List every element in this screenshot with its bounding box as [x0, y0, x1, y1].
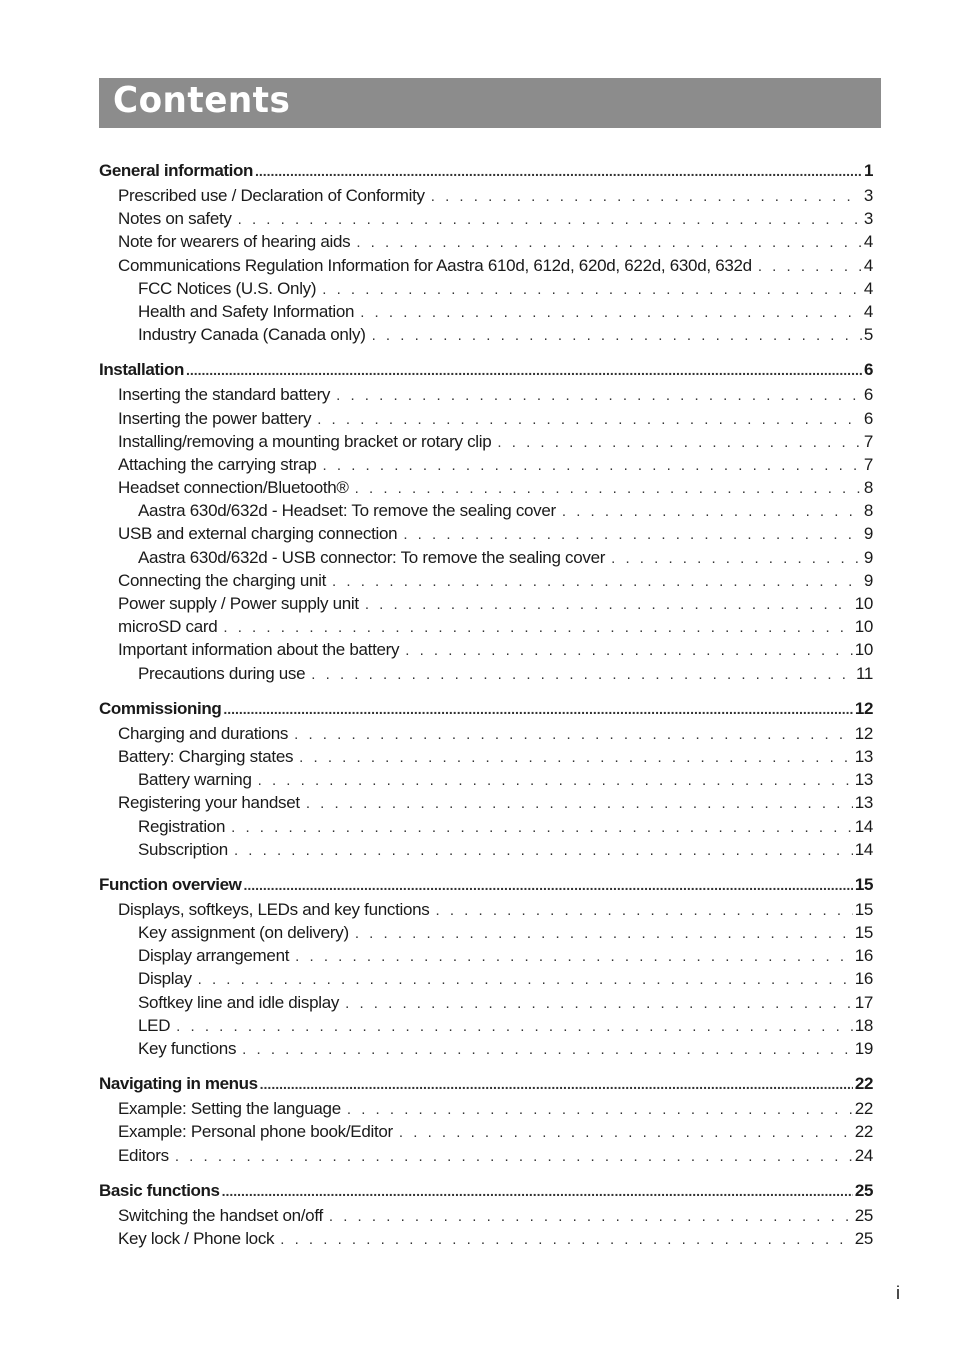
toc-entry-title: Example: Setting the language	[118, 1099, 341, 1119]
toc-entry[interactable]	[99, 476, 873, 499]
toc-entry-title: General information	[99, 161, 253, 180]
dot-leader	[242, 1038, 853, 1061]
toc-entry[interactable]	[99, 838, 873, 861]
toc-heading[interactable]	[99, 696, 873, 722]
toc-entry-page: 15	[854, 899, 873, 919]
toc-entry[interactable]	[99, 499, 873, 522]
dot-leader	[311, 663, 854, 686]
dot-leader	[365, 593, 853, 616]
toc-entry[interactable]	[99, 453, 873, 476]
toc-entry[interactable]	[99, 207, 873, 230]
toc-entry-page: 17	[854, 992, 873, 1012]
toc-entry-page: 8	[863, 501, 873, 521]
toc-entry[interactable]	[99, 921, 873, 944]
toc-entry-title: USB and external charging connection	[118, 524, 398, 544]
dot-leader	[299, 746, 853, 769]
toc-entry[interactable]	[99, 1204, 873, 1227]
toc-heading[interactable]	[99, 1178, 873, 1204]
toc-entry-title: Charging and durations	[118, 723, 289, 743]
toc-entry-title: Aastra 630d/632d - Headset: To remove the sealing cover	[138, 501, 556, 521]
dot-leader	[323, 454, 862, 477]
toc-entry[interactable]	[99, 1097, 873, 1120]
toc-heading[interactable]	[99, 357, 873, 383]
page-number: i	[896, 1283, 900, 1303]
toc-entry-title: Battery: Charging states	[118, 746, 294, 766]
toc-entry-title: Key assignment (on delivery)	[138, 923, 349, 943]
toc-entry-page: 4	[863, 255, 873, 275]
toc-section	[99, 872, 873, 1060]
dot-leader	[280, 1228, 852, 1251]
dot-leader	[399, 1121, 853, 1144]
toc-entry-title: Key lock / Phone lock	[118, 1228, 275, 1248]
toc-entry-title: Softkey line and idle display	[138, 992, 340, 1012]
toc-entry-page: 13	[854, 793, 873, 813]
toc-entry-title: Connecting the charging unit	[118, 570, 327, 590]
toc-entry-page: 22	[854, 1099, 873, 1119]
toc-entry[interactable]	[99, 1227, 873, 1250]
toc-entry-page: 8	[863, 478, 873, 498]
dot-leader	[497, 431, 861, 454]
toc-section	[99, 1178, 873, 1250]
toc-entry[interactable]	[99, 254, 873, 277]
dot-leader	[347, 1098, 853, 1121]
toc-entry-page: 10	[854, 640, 873, 660]
toc-entry[interactable]	[99, 791, 873, 814]
dot-leader	[372, 324, 862, 347]
dot-leader	[345, 992, 853, 1015]
toc-entry-title: Aastra 630d/632d - USB connector: To remove the sealing cover	[138, 547, 606, 567]
dot-leader	[294, 723, 853, 746]
toc-entry-page: 14	[854, 839, 873, 859]
toc-entry-page: 3	[863, 209, 873, 229]
toc-entry[interactable]	[99, 967, 873, 990]
toc-entry-title: Communications Regulation Information for Aastra 610d, 612d, 620d, 622d, 630d, 632d	[118, 255, 752, 275]
dot-leader	[176, 1015, 853, 1038]
toc-entry-page: 3	[863, 186, 873, 205]
dot-leader	[355, 477, 862, 500]
dot-leader	[405, 639, 852, 662]
toc-entry-title: microSD card	[118, 617, 218, 637]
toc-heading[interactable]	[99, 1071, 873, 1097]
toc-entry-title: Industry Canada (Canada only)	[138, 325, 366, 345]
toc-entry[interactable]	[99, 430, 873, 453]
toc-entry-page: 4	[863, 278, 873, 298]
toc-entry[interactable]	[99, 383, 873, 406]
dot-leader	[175, 1145, 853, 1168]
toc-entry[interactable]	[99, 768, 873, 791]
toc-entry-title: Example: Personal phone book/Editor	[118, 1122, 393, 1142]
toc-entry-title: Basic functions	[99, 1180, 220, 1200]
toc-entry-page: 12	[854, 698, 873, 718]
toc-entry-page: 5	[863, 325, 873, 345]
dot-leader	[322, 278, 862, 301]
dot-leader	[611, 547, 862, 570]
toc-entry[interactable]	[99, 991, 873, 1014]
toc-section	[99, 158, 873, 346]
dot-leader	[317, 408, 862, 431]
table-of-contents	[99, 158, 873, 1261]
toc-entry-title: Battery warning	[138, 770, 252, 790]
dot-leader	[332, 570, 862, 593]
toc-entry[interactable]	[99, 546, 873, 569]
dot-leader	[223, 696, 853, 722]
dot-leader	[223, 616, 852, 639]
toc-entry-title: Prescribed use / Declaration of Conformity	[118, 186, 425, 205]
toc-entry-page: 9	[863, 570, 873, 590]
dot-leader	[243, 872, 852, 898]
toc-entry-title: Headset connection/Bluetooth®	[118, 478, 349, 498]
toc-entry-title: Installation	[99, 360, 184, 380]
toc-entry-title: Commissioning	[99, 698, 222, 718]
toc-entry-page: 10	[854, 594, 873, 613]
dot-leader	[329, 1205, 853, 1228]
toc-entry-title: Notes on safety	[118, 209, 232, 229]
toc-entry[interactable]	[99, 522, 873, 545]
toc-entry-page: 15	[854, 923, 873, 943]
dot-leader	[186, 357, 862, 383]
toc-entry-title: Inserting the power battery	[118, 408, 312, 428]
dot-leader	[306, 792, 853, 815]
toc-entry-page: 11	[855, 663, 873, 683]
toc-entry-page: 18	[854, 1015, 873, 1035]
toc-entry-page: 9	[863, 524, 873, 544]
toc-entry-page: 7	[863, 454, 873, 474]
toc-entry-page: 9	[863, 547, 873, 567]
toc-entry-page: 1	[863, 161, 873, 180]
toc-entry[interactable]	[99, 323, 873, 346]
dot-leader	[222, 1178, 853, 1204]
toc-entry[interactable]	[99, 184, 873, 207]
toc-entry[interactable]	[99, 1120, 873, 1143]
toc-entry-page: 13	[854, 746, 873, 766]
toc-entry-title: Switching the handset on/off	[118, 1205, 323, 1225]
toc-entry-title: Inserting the standard battery	[118, 385, 331, 405]
toc-section	[99, 357, 873, 684]
toc-heading[interactable]	[99, 158, 873, 184]
toc-entry[interactable]	[99, 638, 873, 661]
toc-entry[interactable]	[99, 815, 873, 838]
toc-entry-page: 22	[854, 1122, 873, 1142]
toc-entry[interactable]	[99, 592, 873, 615]
dot-leader	[198, 968, 853, 991]
toc-entry-title: Subscription	[138, 839, 228, 859]
toc-entry-page: 16	[854, 946, 873, 966]
toc-entry-page: 15	[854, 874, 873, 894]
dot-leader	[403, 523, 862, 546]
toc-entry-title: Health and Safety Information	[138, 301, 355, 321]
toc-entry[interactable]	[99, 898, 873, 921]
toc-entry-title: Display arrangement	[138, 946, 290, 966]
dot-leader	[431, 185, 862, 208]
toc-entry-title: Registering your handset	[118, 793, 300, 813]
toc-entry-title: Editors	[118, 1145, 169, 1165]
toc-entry-title: Display	[138, 969, 192, 989]
dot-leader	[238, 208, 862, 231]
toc-entry[interactable]	[99, 1014, 873, 1037]
dot-leader	[295, 945, 853, 968]
toc-entry-title: Note for wearers of hearing aids	[118, 232, 351, 252]
toc-entry[interactable]	[99, 722, 873, 745]
toc-entry-title: Key functions	[138, 1039, 237, 1058]
dot-leader	[436, 899, 853, 922]
toc-section	[99, 1071, 873, 1167]
dot-leader	[255, 158, 862, 184]
toc-entry[interactable]	[99, 615, 873, 638]
toc-entry-page: 25	[854, 1180, 873, 1200]
toc-entry-title: LED	[138, 1015, 171, 1035]
toc-entry[interactable]	[99, 230, 873, 253]
toc-entry-title: FCC Notices (U.S. Only)	[138, 278, 317, 298]
dot-leader	[562, 500, 862, 523]
toc-entry-page: 13	[854, 770, 873, 790]
toc-heading[interactable]	[99, 872, 873, 898]
toc-entry-page: 6	[863, 360, 873, 380]
toc-entry[interactable]	[99, 662, 873, 685]
toc-entry-title: Power supply / Power supply unit	[118, 594, 359, 613]
toc-entry-page: 25	[854, 1205, 873, 1225]
toc-entry[interactable]	[99, 277, 873, 300]
dot-leader	[360, 301, 862, 324]
dot-leader	[356, 231, 862, 254]
toc-entry-page: 14	[854, 816, 873, 836]
toc-entry[interactable]	[99, 745, 873, 768]
toc-entry-page: 6	[863, 408, 873, 428]
toc-entry-title: Navigating in menus	[99, 1074, 258, 1094]
dot-leader	[258, 769, 853, 792]
toc-entry-page: 6	[863, 385, 873, 405]
toc-entry-title: Important information about the battery	[118, 640, 400, 660]
toc-entry-page: 24	[854, 1145, 873, 1165]
dot-leader	[355, 922, 853, 945]
dot-leader	[336, 384, 862, 407]
toc-entry-page: 19	[854, 1039, 873, 1058]
toc-entry-page: 25	[854, 1228, 873, 1248]
toc-entry-title: Installing/removing a mounting bracket or rotary clip	[118, 431, 492, 451]
toc-entry-page: 4	[863, 301, 873, 321]
toc-entry[interactable]	[99, 569, 873, 592]
dot-leader	[234, 839, 853, 862]
toc-section	[99, 696, 873, 861]
dot-leader	[231, 816, 853, 839]
toc-entry-title: Attaching the carrying strap	[118, 454, 317, 474]
toc-entry[interactable]	[99, 1144, 873, 1167]
toc-entry-title: Displays, softkeys, LEDs and key functions	[118, 899, 430, 919]
toc-entry[interactable]	[99, 407, 873, 430]
toc-entry[interactable]	[99, 944, 873, 967]
toc-entry-page: 16	[854, 969, 873, 989]
dot-leader	[260, 1071, 853, 1097]
toc-entry-title: Precautions during use	[138, 663, 306, 683]
dot-leader	[758, 255, 862, 278]
toc-entry-title: Registration	[138, 816, 226, 836]
page-title: Contents	[113, 80, 291, 121]
toc-entry-title: Function overview	[99, 874, 242, 894]
toc-entry[interactable]	[99, 1037, 873, 1060]
contents-title-bar	[99, 78, 881, 128]
toc-entry-page: 12	[854, 723, 873, 743]
toc-entry[interactable]	[99, 300, 873, 323]
toc-entry-page: 10	[854, 617, 873, 637]
toc-entry-page: 22	[854, 1074, 873, 1094]
toc-entry-page: 7	[863, 431, 873, 451]
toc-entry-page: 4	[863, 232, 873, 252]
